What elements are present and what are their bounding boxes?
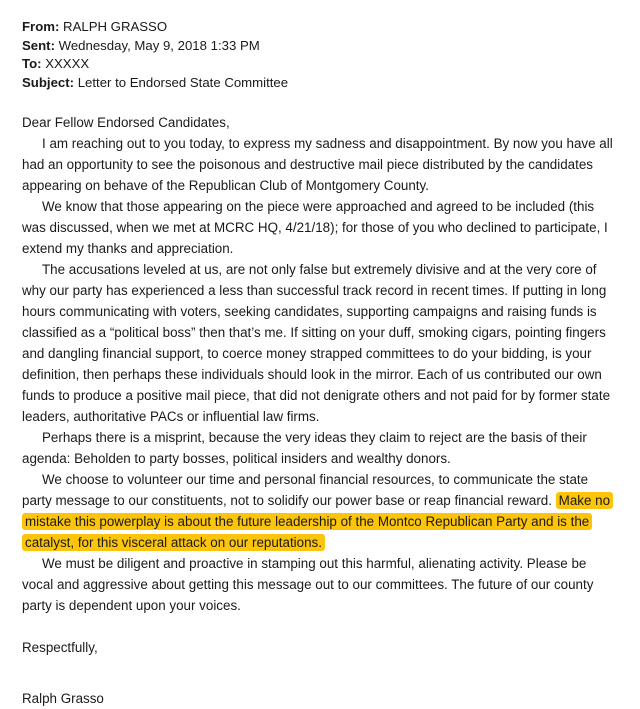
- to-value: XXXXX: [45, 56, 90, 72]
- from-value: RALPH GRASSO: [63, 19, 168, 34]
- paragraph-3: The accusations leveled at us, are not only false but extremely divisive and at the very core of why our party has experienced a less than successful track record in recent times. If putting in long hours communicating with voters, seeking candidates, supporting campaigns and raising funds is classified as a “political boss” then that’s me. If sitting on your duff, smoking cigars, pointing fingers and dangling financial support, to coerce money strapped committees to do your bidding, is your definition, then perhaps these individuals should look in the mirror. Each of us contributed our own funds to produce a positive mail piece, that did not denigrate others and not paid for by former state leaders, authoritative PACs or influential law firms.: [22, 261, 611, 424]
- letter-body: [22, 112, 614, 709]
- closing-salutation: Respectfully,: [22, 639, 98, 655]
- header-row-from: [22, 18, 614, 37]
- paragraph-4: Perhaps there is a misprint, because the very ideas they claim to reject are the basis of their agenda: Beholden to party bosses, political insiders and wealthy donors.: [22, 429, 587, 466]
- to-label: To:: [22, 56, 42, 72]
- email-header: [22, 18, 614, 93]
- paragraph-6: We must be diligent and proactive in stamping out this harmful, alienating activity. Please be vocal and aggressive about getting this message out to our committees. The future of our county party is dependent upon your voices.: [22, 555, 594, 613]
- sent-label: Sent:: [22, 37, 55, 53]
- subject-label: Subject:: [22, 75, 75, 91]
- paragraph-1: I am reaching out to you today, to express my sadness and disappointment. By now you have all had an opportunity to see the poisonous and destructive mail piece distributed by the candidates appearing on behave of the Republican Club of Montgomery County.: [22, 135, 613, 193]
- paragraph-5-highlighted: [22, 469, 614, 553]
- paragraph-2: We know that those appearing on the piece were approached and agreed to be included (this was discussed, when we met at MCRC HQ, 4/21/18); for those of you who declined to participate, I extend my thanks and appreciation.: [22, 198, 608, 256]
- header-row-subject: [22, 74, 614, 93]
- subject-value: Letter to Endorsed State Committee: [77, 75, 289, 91]
- header-row-to: [22, 55, 614, 74]
- salutation: Dear Fellow Endorsed Candidates,: [22, 114, 230, 130]
- highlighted-text: Make no mistake this powerplay is about the future leadership of the Montco Republican Party and is the catalyst, for this visceral attack on our reputations.: [22, 492, 613, 551]
- paragraph-5-pre-highlight-text: We choose to volunteer our time and personal financial resources, to communicate the state party message to our constituents, not to solidify our power base or reap financial reward.: [22, 471, 589, 508]
- signature-name: Ralph Grasso: [22, 690, 104, 706]
- sent-value: Wednesday, May 9, 2018 1:33 PM: [58, 37, 260, 53]
- from-label: From:: [22, 19, 60, 34]
- header-row-sent: [22, 37, 614, 56]
